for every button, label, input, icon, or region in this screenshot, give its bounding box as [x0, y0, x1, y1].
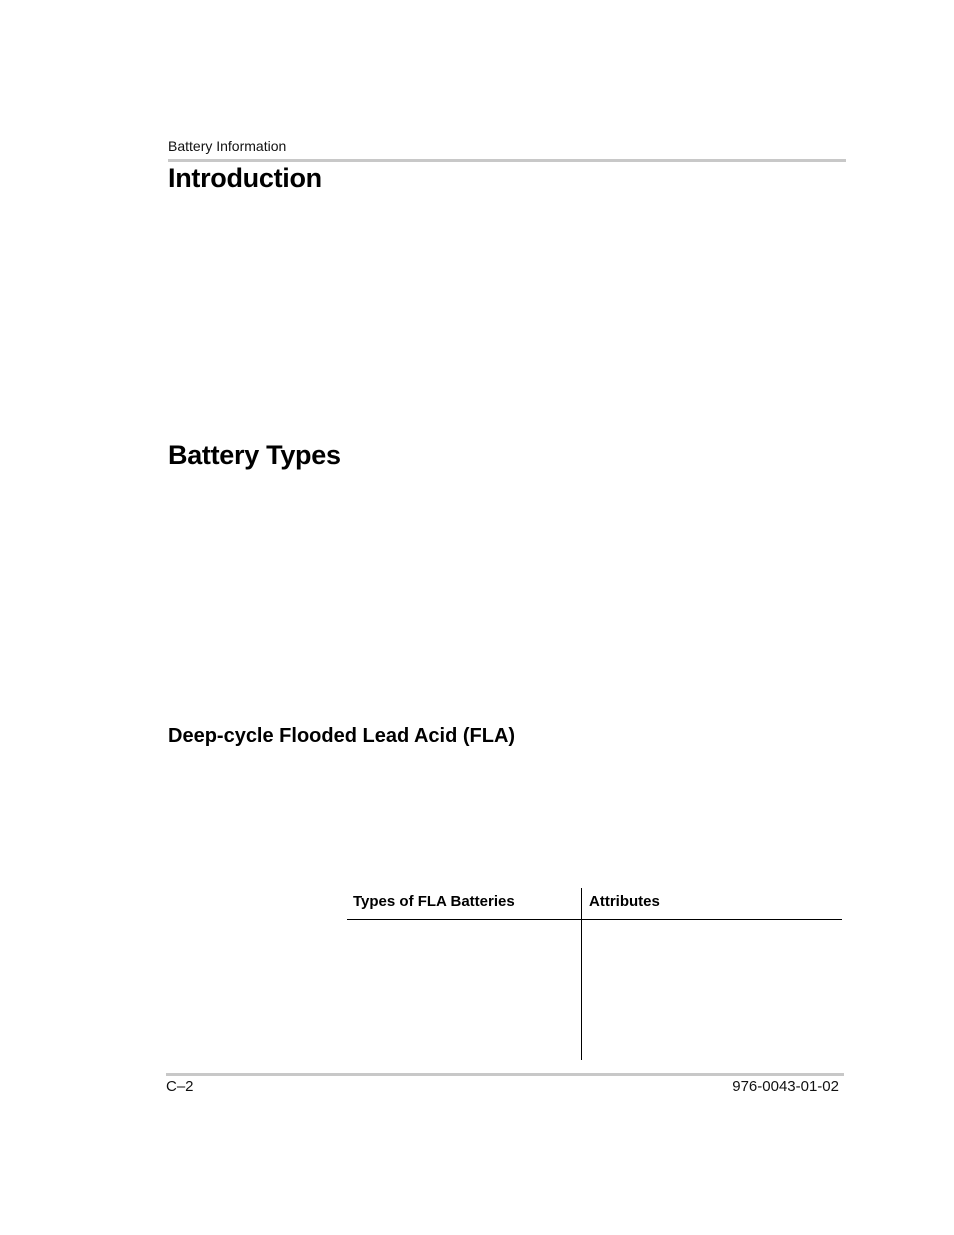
- subsection-heading-fla: Deep-cycle Flooded Lead Acid (FLA): [168, 725, 516, 747]
- fla-table: [347, 888, 842, 1060]
- page-number: C–2: [166, 1078, 194, 1095]
- footer-rule: [166, 1073, 844, 1076]
- table-header-rule: [347, 919, 842, 920]
- table-header-types: Types of FLA Batteries: [353, 893, 515, 910]
- document-number: 976-0043-01-02: [732, 1078, 839, 1095]
- table-header-attributes: Attributes: [589, 893, 660, 910]
- section-heading-introduction: Introduction: [168, 163, 322, 193]
- table-column-divider: [581, 888, 582, 1060]
- section-heading-battery-types: Battery Types: [168, 440, 341, 470]
- running-header: Battery Information: [168, 138, 287, 154]
